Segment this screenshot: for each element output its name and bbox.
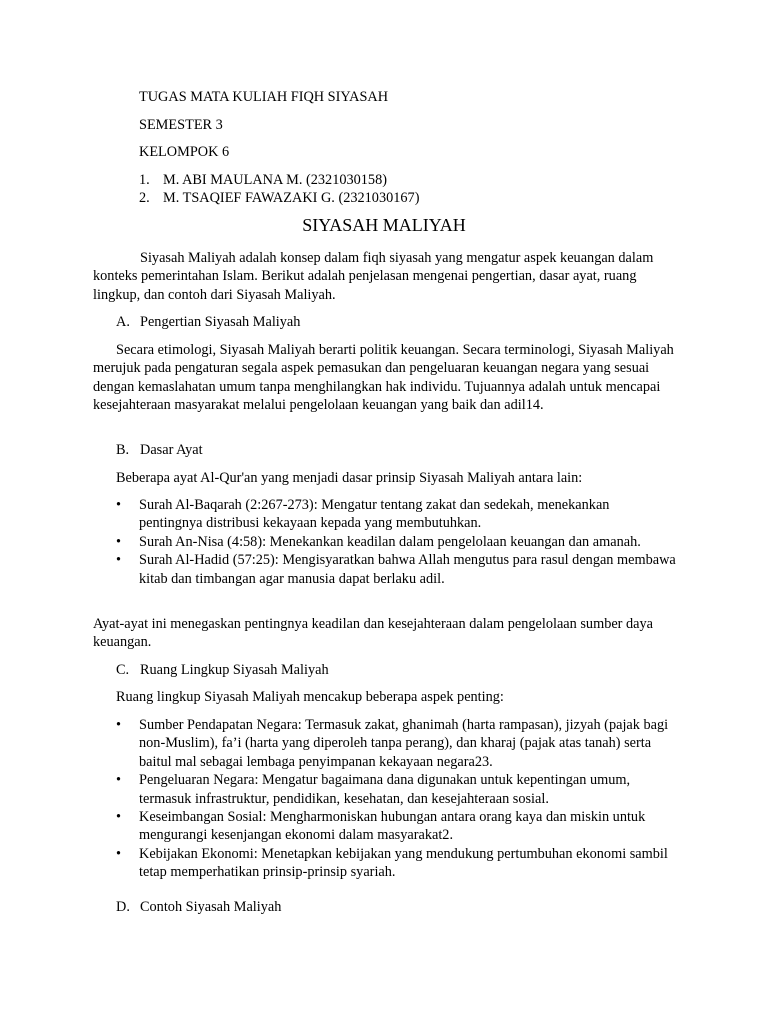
section-heading-a <box>116 313 300 331</box>
list-item-text: Surah Al-Hadid (57:25): Mengisyaratkan bahwa Allah mengutus para rasul dengan membawa kitab dan timbangan agar manusia dapat berlaku adil. <box>139 552 676 587</box>
intro-paragraph: Siyasah Maliyah adalah konsep dalam fiqh siyasah yang mengatur aspek keuangan dalam konteks pemerintahan Islam. Berikut adalah penjelasan mengenai pengertian, dasar ayat, ruang lingkup, dan contoh dari Siyasah Maliyah. <box>93 250 654 303</box>
list-item-text: Surah An-Nisa (4:58): Menekankan keadilan dalam pengelolaan keuangan dan amanah. <box>139 533 641 550</box>
section-heading-text: Ruang Lingkup Siyasah Maliyah <box>140 662 329 678</box>
section-heading-d <box>116 898 281 916</box>
member-item <box>139 189 419 207</box>
bullet-icon: • <box>116 717 122 733</box>
list-item <box>116 533 676 551</box>
document-title: SIYASAH MALIYAH <box>302 215 466 235</box>
member-name: M. ABI MAULANA M. (2321030158) <box>163 172 387 188</box>
section-marker: B. <box>116 442 130 458</box>
list-item <box>116 716 676 771</box>
list-item-text: Surah Al-Baqarah (2:267-273): Mengatur tentang zakat dan sedekah, menekankan pentingnya distribusi kekayaan kepada yang membutuhkan. <box>139 497 610 532</box>
list-item-text: Keseimbangan Sosial: Mengharmoniskan hubungan antara orang kaya dan miskin untuk mengurangi kesenjangan ekonomi dalam masyarakat2. <box>139 809 646 844</box>
member-number: 1. <box>139 172 150 188</box>
section-marker: D. <box>116 899 130 915</box>
list-item <box>116 845 676 882</box>
member-name: M. TSAQIEF FAWAZAKI G. (2321030167) <box>163 190 420 206</box>
bullet-icon: • <box>116 533 122 550</box>
list-item-text: Pengeluaran Negara: Mengatur bagaimana dana digunakan untuk kepentingan umum, termasuk infrastruktur, pendidikan, kesehatan, dan kesejahteraan sosial. <box>139 772 631 807</box>
section-heading-text: Contoh Siyasah Maliyah <box>140 899 282 915</box>
section-heading-text: Dasar Ayat <box>140 442 203 458</box>
group-label: KELOMPOK 6 <box>139 144 230 160</box>
bullet-icon: • <box>116 497 122 513</box>
bullet-icon: • <box>116 809 122 826</box>
list-item <box>116 551 676 588</box>
section-c-list <box>116 716 676 882</box>
list-item <box>116 496 676 533</box>
course-title: TUGAS MATA KULIAH FIQH SIYASAH <box>139 89 389 105</box>
bullet-icon: • <box>116 552 122 569</box>
list-item-text: Kebijakan Ekonomi: Menetapkan kebijakan yang mendukung pertumbuhan ekonomi sambil tetap memperhatikan prinsip-prinsip syariah. <box>139 845 668 881</box>
section-b-list <box>116 496 676 588</box>
section-marker: C. <box>116 662 130 678</box>
bullet-icon: • <box>116 772 122 789</box>
section-b-lead: Beberapa ayat Al-Qur'an yang menjadi dasar prinsip Siyasah Maliyah antara lain: <box>116 470 583 486</box>
section-heading-c <box>116 661 329 679</box>
section-marker: A. <box>116 314 130 330</box>
list-item <box>116 808 676 845</box>
section-a-body: Secara etimologi, Siyasah Maliyah berarti politik keuangan. Secara terminologi, Siyasah Maliyah merujuk pada pengaturan segala aspek pemasukan dan pengeluaran keuangan negara yang sesuai dengan kemaslahatan umum tanpa menghilangkan hak individu. Tujuannya adalah untuk mencapai kesejahteraan masyarakat melalui pengelolaan keuangan yang baik dan adil14. <box>93 342 674 414</box>
list-item-text: Sumber Pendapatan Negara: Termasuk zakat, ghanimah (harta rampasan), jizyah (pajak bagi non-Muslim), fa’i (harta yang diperoleh tanpa perang), dan kharaj (pajak atas tanah) serta baitul mal sebagai lembaga penyimpanan kekayaan negara23. <box>139 717 669 770</box>
section-b-closing: Ayat-ayat ini menegaskan pentingnya keadilan dan kesejahteraan dalam pengelolaan sumber daya keuangan. <box>93 616 654 651</box>
semester-label: SEMESTER 3 <box>139 117 223 133</box>
list-item <box>116 771 676 808</box>
section-heading-text: Pengertian Siyasah Maliyah <box>140 314 301 330</box>
section-c-lead: Ruang lingkup Siyasah Maliyah mencakup beberapa aspek penting: <box>116 689 504 705</box>
section-heading-b <box>116 441 203 459</box>
member-number: 2. <box>139 190 150 206</box>
bullet-icon: • <box>116 845 122 862</box>
member-item <box>139 171 387 189</box>
